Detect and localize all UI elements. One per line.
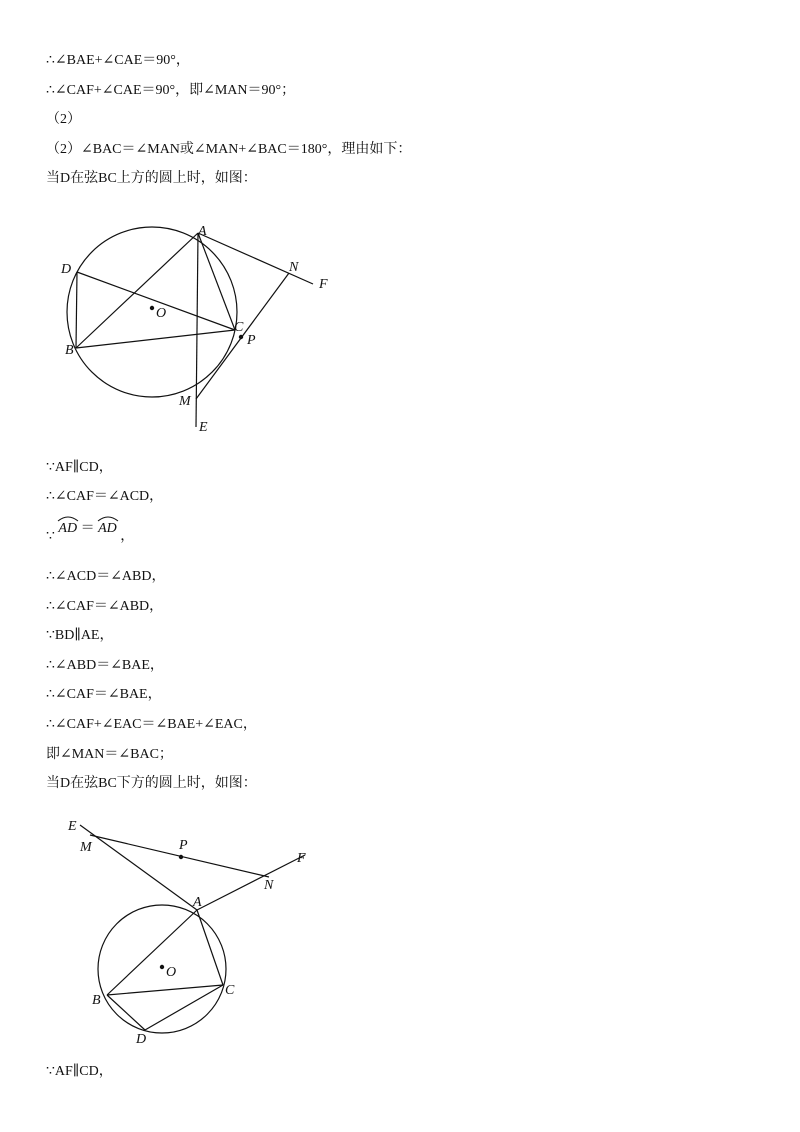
fig1-label-A: A (198, 224, 207, 239)
fig2-label-E: E (68, 819, 77, 834)
fig1-line-DC (77, 272, 235, 330)
text-line-4: （2）∠BAC＝∠MAN或∠MAN+∠BAC＝180°，理由如下： (46, 142, 412, 157)
figure-1 (55, 222, 355, 437)
text-line-13: ∴∠CAF+∠EAC＝∠BAE+∠EAC， (46, 717, 257, 732)
fig1-label-B: B (65, 343, 74, 358)
arc-AD-right: AD (98, 518, 117, 538)
fig2-label-C: C (225, 983, 235, 998)
arc-suffix: ， (120, 529, 135, 544)
fig2-label-N: N (264, 878, 274, 893)
fig1-label-N: N (289, 260, 299, 275)
text-line-9: ∴∠CAF＝∠ABD， (46, 599, 164, 614)
fig1-center-dot (150, 306, 154, 310)
fig1-label-M: M (179, 394, 191, 409)
fig1-label-O: O (156, 306, 167, 321)
fig2-line-AC (197, 910, 223, 985)
text-line-10: ∵BD∥AE， (46, 628, 114, 643)
fig2-label-P: P (179, 838, 188, 853)
text-line-1: ∴∠BAE+∠CAE＝90°， (46, 53, 190, 68)
text-line-5: 当D在弦BC上方的圆上时，如图： (46, 171, 257, 186)
text-line-7: ∴∠CAF＝∠ACD， (46, 489, 164, 504)
text-line-16: ∵AF∥CD， (46, 1064, 113, 1079)
fig2-label-D: D (136, 1032, 147, 1047)
text-line-6: ∵AF∥CD， (46, 460, 113, 475)
text-line-2: ∴∠CAF+∠CAE＝90°，即∠MAN＝90°； (46, 83, 296, 98)
fig2-line-DC (145, 985, 223, 1030)
text-line-12: ∴∠CAF＝∠BAE， (46, 687, 162, 702)
text-line-arc (46, 518, 134, 544)
arc-eq: ＝ (80, 521, 95, 536)
arc-prefix: ∵ (46, 529, 55, 544)
fig1-label-F: F (319, 277, 328, 292)
fig1-label-P: P (247, 333, 256, 348)
fig2-label-F: F (297, 851, 306, 866)
fig1-line-BC (76, 330, 235, 348)
fig1-point-P (239, 335, 243, 339)
text-line-11: ∴∠ABD＝∠BAE， (46, 658, 164, 673)
fig2-center-dot (160, 965, 164, 969)
fig2-point-P (179, 855, 183, 859)
text-line-3: （2） (46, 112, 81, 127)
fig2-label-O: O (166, 965, 177, 980)
fig2-label-A: A (193, 895, 202, 910)
text-line-14: 即∠MAN＝∠BAC； (46, 747, 173, 762)
fig2-line-BD (107, 995, 145, 1030)
text-line-15: 当D在弦BC下方的圆上时，如图： (46, 776, 257, 791)
fig1-line-DB (76, 272, 77, 348)
fig2-line-AF (197, 855, 305, 910)
fig1-label-D: D (61, 262, 72, 277)
fig1-label-E: E (199, 420, 208, 435)
fig2-label-B: B (92, 993, 101, 1008)
fig1-circle (67, 227, 237, 397)
fig1-line-AF (198, 233, 313, 284)
arc-AD-left: AD (58, 518, 77, 538)
fig1-label-C: C (234, 320, 244, 335)
figure-2 (60, 815, 330, 1050)
text-line-8: ∴∠ACD＝∠ABD， (46, 569, 166, 584)
fig2-line-AB (107, 910, 197, 995)
arc-mark-icon (57, 515, 79, 522)
fig2-line-BC (107, 985, 223, 995)
arc-mark-icon (97, 515, 119, 522)
fig2-label-M: M (80, 840, 92, 855)
